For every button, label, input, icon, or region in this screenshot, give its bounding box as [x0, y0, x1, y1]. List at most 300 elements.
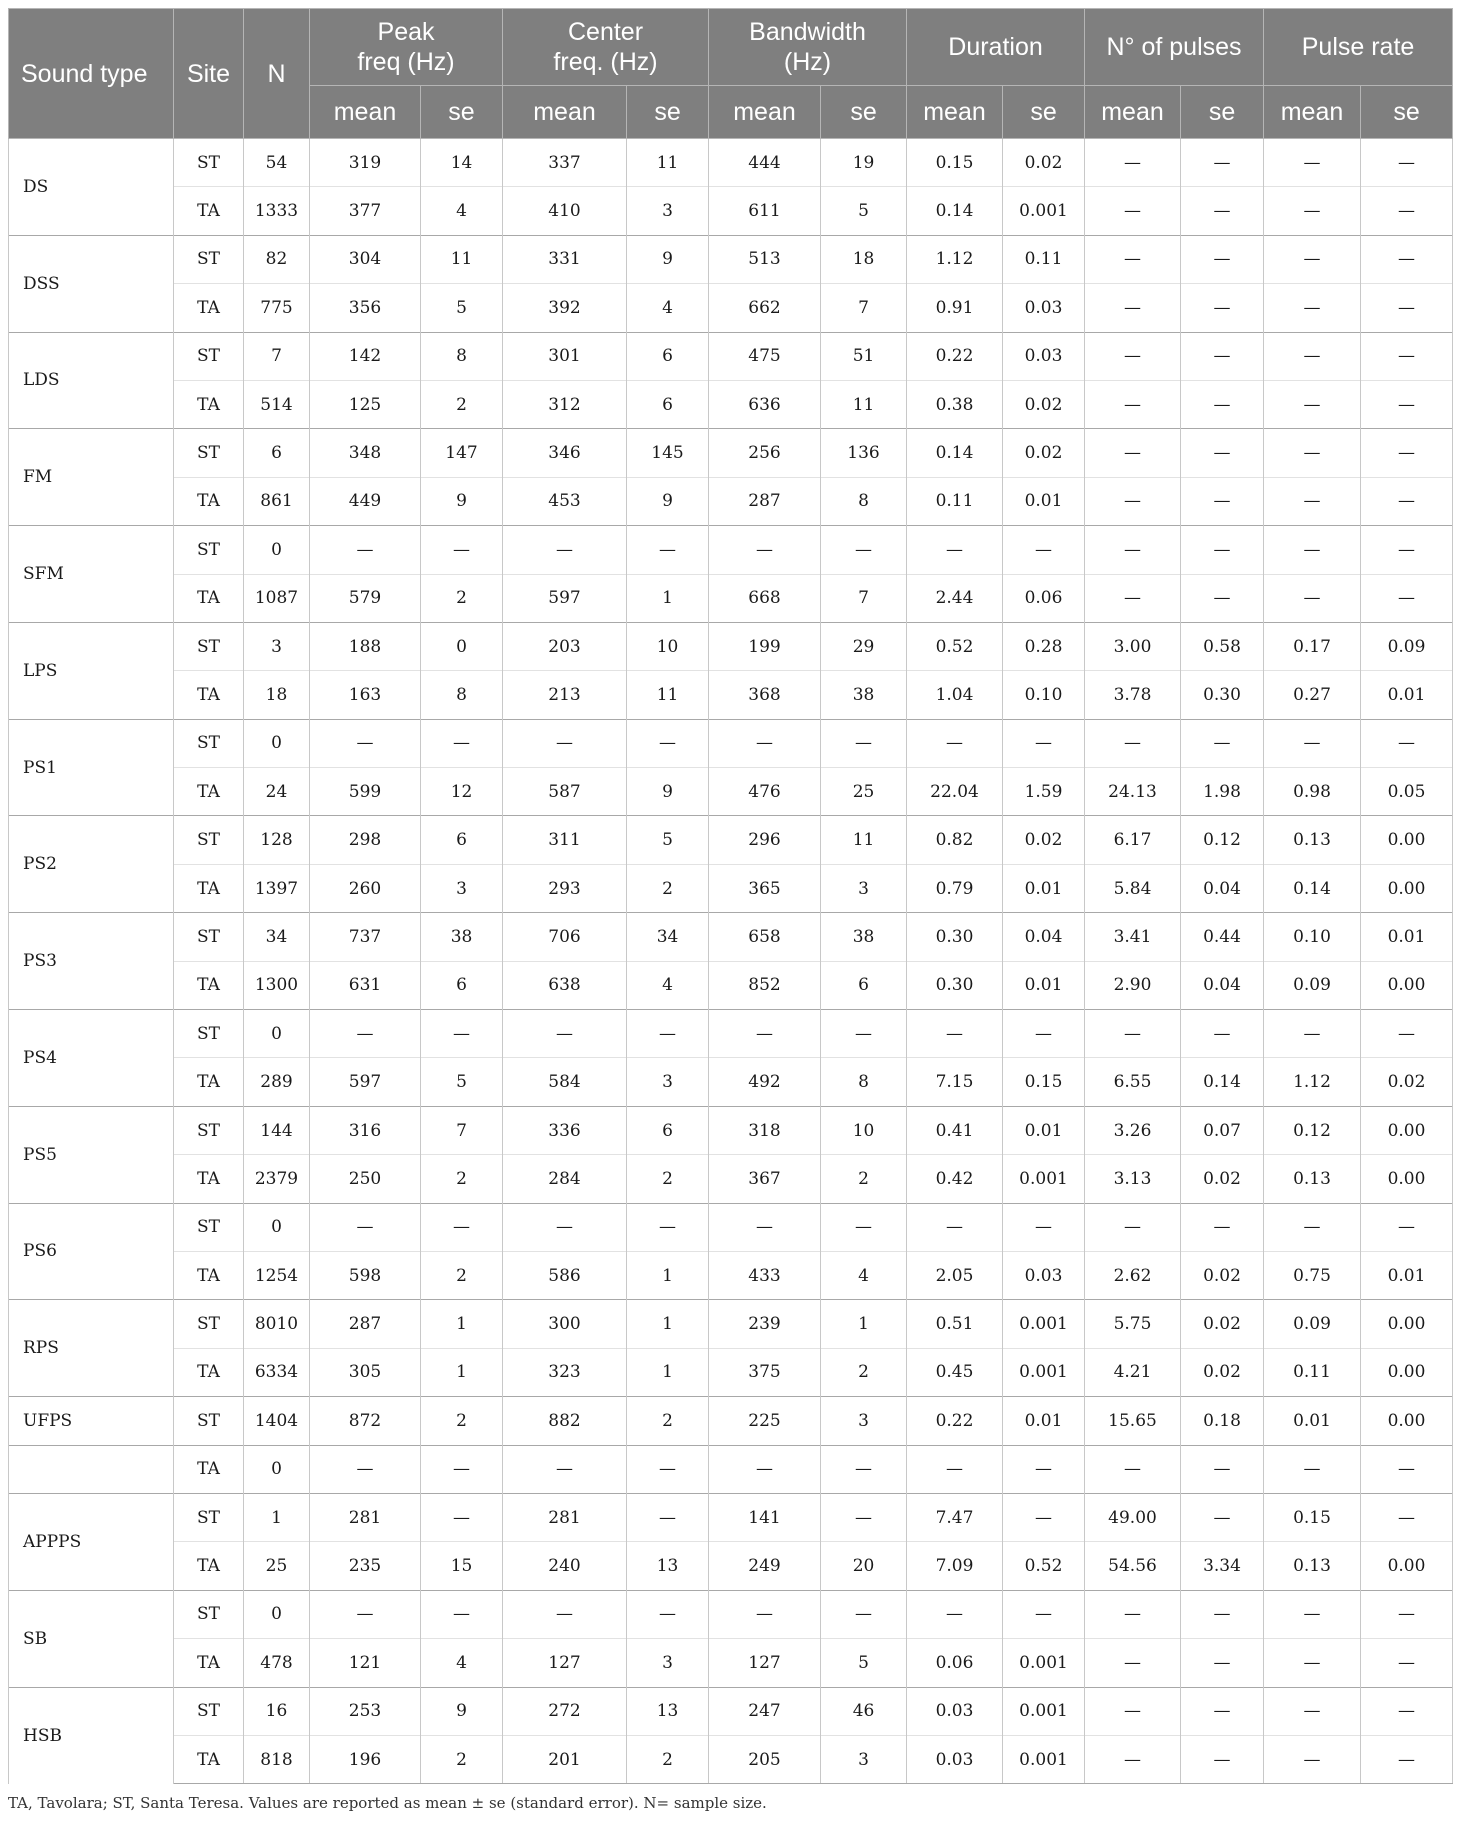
value-cell: 348 [310, 429, 421, 477]
value-cell: 0.13 [1264, 1155, 1361, 1203]
value-cell: — [1361, 1639, 1453, 1687]
value-cell: — [1181, 187, 1264, 235]
value-cell: 7.15 [907, 1058, 1003, 1106]
value-cell: 24.13 [1085, 768, 1181, 816]
value-cell: — [421, 1010, 503, 1058]
value-cell: — [1361, 1735, 1453, 1783]
value-cell: 2 [821, 1348, 907, 1396]
value-cell: 4 [627, 961, 709, 1009]
value-cell: 0.41 [907, 1106, 1003, 1154]
value-cell: — [1181, 1639, 1264, 1687]
site-cell: TA [174, 1542, 244, 1590]
value-cell: 0.02 [1361, 1058, 1453, 1106]
site-cell: TA [174, 1251, 244, 1299]
value-cell: 247 [709, 1687, 821, 1735]
value-cell: 0.00 [1361, 864, 1453, 912]
value-cell: — [310, 719, 421, 767]
value-cell: 2.62 [1085, 1251, 1181, 1299]
value-cell: — [1361, 187, 1453, 235]
value-cell: 597 [503, 574, 627, 622]
value-cell: 0.07 [1181, 1106, 1264, 1154]
site-cell: TA [174, 1348, 244, 1396]
value-cell: 0.01 [1361, 913, 1453, 961]
value-cell: 305 [310, 1348, 421, 1396]
value-cell: 18 [821, 235, 907, 283]
value-cell: 0.02 [1003, 380, 1085, 428]
value-cell: 240 [503, 1542, 627, 1590]
value-cell: — [1361, 1687, 1453, 1735]
value-cell: 0.22 [907, 1397, 1003, 1445]
value-cell: 597 [310, 1058, 421, 1106]
value-cell: 25 [821, 768, 907, 816]
value-cell: — [1181, 139, 1264, 187]
value-cell: 3 [627, 1058, 709, 1106]
value-cell: 476 [709, 768, 821, 816]
header-duration: Duration [907, 9, 1085, 86]
value-cell: — [1264, 1735, 1361, 1783]
n-cell: 1333 [244, 187, 310, 235]
value-cell: — [1181, 574, 1264, 622]
value-cell: — [1003, 1590, 1085, 1638]
value-cell: 2 [421, 380, 503, 428]
sound-measurements-table [8, 8, 1453, 1784]
value-cell: — [1264, 477, 1361, 525]
value-cell: — [1361, 284, 1453, 332]
value-cell: 7.09 [907, 1542, 1003, 1590]
n-cell: 7 [244, 332, 310, 380]
value-cell: 260 [310, 864, 421, 912]
value-cell: 7 [821, 284, 907, 332]
value-cell: 0.51 [907, 1300, 1003, 1348]
sound-type-cell: RPS [9, 1300, 174, 1397]
value-cell: — [1264, 235, 1361, 283]
value-cell: 587 [503, 768, 627, 816]
value-cell: — [421, 1203, 503, 1251]
value-cell: 0.01 [1361, 1251, 1453, 1299]
value-cell: 0.00 [1361, 1155, 1453, 1203]
value-cell: 11 [627, 671, 709, 719]
value-cell: 0.11 [907, 477, 1003, 525]
site-cell: TA [174, 768, 244, 816]
value-cell: — [1264, 526, 1361, 574]
value-cell: — [1003, 719, 1085, 767]
value-cell: 13 [627, 1542, 709, 1590]
value-cell: 0.02 [1003, 816, 1085, 864]
value-cell: 38 [421, 913, 503, 961]
value-cell: 253 [310, 1687, 421, 1735]
sound-type-cell: FM [9, 429, 174, 526]
value-cell: 0.01 [1003, 1397, 1085, 1445]
value-cell: 54.56 [1085, 1542, 1181, 1590]
site-cell: ST [174, 1493, 244, 1541]
value-cell: 0.38 [907, 380, 1003, 428]
value-cell: 0.14 [1181, 1058, 1264, 1106]
n-cell: 25 [244, 1542, 310, 1590]
n-cell: 82 [244, 235, 310, 283]
table-row [9, 1348, 1453, 1396]
value-cell: 51 [821, 332, 907, 380]
value-cell: — [503, 526, 627, 574]
value-cell: 287 [709, 477, 821, 525]
value-cell: — [821, 526, 907, 574]
value-cell: 9 [627, 768, 709, 816]
header-se: se [821, 86, 907, 139]
value-cell: — [503, 1590, 627, 1638]
n-cell: 8010 [244, 1300, 310, 1348]
value-cell: 2 [627, 1155, 709, 1203]
sound-type-cell: DS [9, 139, 174, 236]
value-cell: — [1264, 574, 1361, 622]
site-cell: TA [174, 961, 244, 1009]
value-cell: 0.30 [907, 913, 1003, 961]
value-cell: 0.91 [907, 284, 1003, 332]
value-cell: 7 [821, 574, 907, 622]
n-cell: 2379 [244, 1155, 310, 1203]
value-cell: 8 [821, 1058, 907, 1106]
n-cell: 54 [244, 139, 310, 187]
value-cell: 3 [627, 187, 709, 235]
value-cell: 8 [421, 671, 503, 719]
table-row [9, 574, 1453, 622]
value-cell: 0.00 [1361, 1542, 1453, 1590]
value-cell: 584 [503, 1058, 627, 1106]
value-cell: 127 [503, 1639, 627, 1687]
value-cell: 433 [709, 1251, 821, 1299]
value-cell: 0.04 [1181, 864, 1264, 912]
n-cell: 24 [244, 768, 310, 816]
n-cell: 1300 [244, 961, 310, 1009]
value-cell: 852 [709, 961, 821, 1009]
table-row [9, 1639, 1453, 1687]
value-cell: — [1085, 235, 1181, 283]
value-cell: 0.12 [1181, 816, 1264, 864]
value-cell: — [1361, 235, 1453, 283]
value-cell: 0.52 [1003, 1542, 1085, 1590]
value-cell: 0.14 [1264, 864, 1361, 912]
header-row-top [9, 9, 1453, 86]
site-cell: ST [174, 429, 244, 477]
table-row [9, 1106, 1453, 1154]
value-cell: 449 [310, 477, 421, 525]
value-cell: 127 [709, 1639, 821, 1687]
value-cell: 14 [421, 139, 503, 187]
site-cell: ST [174, 1590, 244, 1638]
value-cell: 5 [421, 284, 503, 332]
value-cell: 611 [709, 187, 821, 235]
header-se: se [421, 86, 503, 139]
value-cell: 1 [627, 1300, 709, 1348]
table-row [9, 961, 1453, 1009]
value-cell: 444 [709, 139, 821, 187]
value-cell: — [1264, 380, 1361, 428]
value-cell: — [1085, 574, 1181, 622]
value-cell: 287 [310, 1300, 421, 1348]
value-cell: 201 [503, 1735, 627, 1783]
value-cell: — [1085, 380, 1181, 428]
site-cell: TA [174, 671, 244, 719]
value-cell: — [1264, 139, 1361, 187]
value-cell: 0.22 [907, 332, 1003, 380]
site-cell: ST [174, 332, 244, 380]
site-cell: ST [174, 1010, 244, 1058]
value-cell: 136 [821, 429, 907, 477]
table-row [9, 429, 1453, 477]
value-cell: 638 [503, 961, 627, 1009]
value-cell: — [1264, 1203, 1361, 1251]
value-cell: 0.15 [907, 139, 1003, 187]
value-cell: 8 [821, 477, 907, 525]
value-cell: — [627, 1010, 709, 1058]
value-cell: — [1264, 1639, 1361, 1687]
table-row [9, 1590, 1453, 1638]
value-cell: 121 [310, 1639, 421, 1687]
n-cell: 128 [244, 816, 310, 864]
n-cell: 0 [244, 526, 310, 574]
value-cell: — [1181, 1010, 1264, 1058]
value-cell: 10 [627, 622, 709, 670]
n-cell: 16 [244, 1687, 310, 1735]
value-cell: 0.01 [1003, 1106, 1085, 1154]
value-cell: 586 [503, 1251, 627, 1299]
site-cell: ST [174, 719, 244, 767]
n-cell: 0 [244, 1590, 310, 1638]
table-row [9, 477, 1453, 525]
value-cell: 0.15 [1003, 1058, 1085, 1106]
n-cell: 144 [244, 1106, 310, 1154]
value-cell: 163 [310, 671, 421, 719]
site-cell: ST [174, 235, 244, 283]
value-cell: 0.02 [1181, 1300, 1264, 1348]
site-cell: TA [174, 1639, 244, 1687]
value-cell: — [821, 1445, 907, 1493]
value-cell: 281 [503, 1493, 627, 1541]
value-cell: — [421, 526, 503, 574]
value-cell: — [821, 1493, 907, 1541]
value-cell: — [1085, 429, 1181, 477]
value-cell: — [1181, 1445, 1264, 1493]
value-cell: 9 [627, 477, 709, 525]
value-cell: — [627, 1445, 709, 1493]
site-cell: ST [174, 1106, 244, 1154]
value-cell: 706 [503, 913, 627, 961]
value-cell: 0.13 [1264, 816, 1361, 864]
value-cell: 0.001 [1003, 1348, 1085, 1396]
site-cell: TA [174, 1058, 244, 1106]
value-cell: 5 [421, 1058, 503, 1106]
n-cell: 514 [244, 380, 310, 428]
value-cell: 599 [310, 768, 421, 816]
value-cell: 34 [627, 913, 709, 961]
value-cell: 19 [821, 139, 907, 187]
value-cell: 0.03 [907, 1687, 1003, 1735]
table-row [9, 913, 1453, 961]
value-cell: 0.06 [907, 1639, 1003, 1687]
table-row [9, 864, 1453, 912]
value-cell: — [1361, 1590, 1453, 1638]
value-cell: 22.04 [907, 768, 1003, 816]
value-cell: — [1085, 526, 1181, 574]
table-row [9, 526, 1453, 574]
value-cell: 0.001 [1003, 1155, 1085, 1203]
value-cell: 1 [627, 1251, 709, 1299]
value-cell: 0.82 [907, 816, 1003, 864]
value-cell: 0.04 [1181, 961, 1264, 1009]
value-cell: — [627, 1590, 709, 1638]
sound-type-cell: APPPS [9, 1493, 174, 1590]
value-cell: — [1003, 1493, 1085, 1541]
value-cell: 0.44 [1181, 913, 1264, 961]
value-cell: — [1181, 380, 1264, 428]
value-cell: — [1181, 1493, 1264, 1541]
value-cell: 0.01 [1264, 1397, 1361, 1445]
value-cell: 0.30 [1181, 671, 1264, 719]
value-cell: 3.13 [1085, 1155, 1181, 1203]
value-cell: — [1085, 477, 1181, 525]
value-cell: 336 [503, 1106, 627, 1154]
sound-type-cell: PS3 [9, 913, 174, 1010]
header-mean: mean [1085, 86, 1181, 139]
value-cell: — [627, 719, 709, 767]
value-cell: 1 [421, 1300, 503, 1348]
table-row [9, 187, 1453, 235]
value-cell: 9 [421, 477, 503, 525]
value-cell: 38 [821, 913, 907, 961]
value-cell: 0.18 [1181, 1397, 1264, 1445]
value-cell: 5 [821, 1639, 907, 1687]
value-cell: 0.30 [907, 961, 1003, 1009]
value-cell: 872 [310, 1397, 421, 1445]
value-cell: — [1264, 1590, 1361, 1638]
value-cell: — [1181, 284, 1264, 332]
n-cell: 34 [244, 913, 310, 961]
value-cell: 0.98 [1264, 768, 1361, 816]
value-cell: — [310, 526, 421, 574]
value-cell: — [1085, 719, 1181, 767]
value-cell: 318 [709, 1106, 821, 1154]
value-cell: 410 [503, 187, 627, 235]
value-cell: 2.44 [907, 574, 1003, 622]
value-cell: — [310, 1203, 421, 1251]
value-cell: 658 [709, 913, 821, 961]
value-cell: — [1361, 1203, 1453, 1251]
value-cell: 147 [421, 429, 503, 477]
value-cell: — [1181, 477, 1264, 525]
value-cell: 316 [310, 1106, 421, 1154]
value-cell: — [1085, 1735, 1181, 1783]
table-row [9, 1010, 1453, 1058]
value-cell: — [1085, 332, 1181, 380]
n-cell: 6334 [244, 1348, 310, 1396]
value-cell: 0 [421, 622, 503, 670]
value-cell: 0.14 [907, 429, 1003, 477]
n-cell: 0 [244, 1203, 310, 1251]
sound-type-cell: PS2 [9, 816, 174, 913]
value-cell: — [1264, 719, 1361, 767]
value-cell: 1.04 [907, 671, 1003, 719]
value-cell: 598 [310, 1251, 421, 1299]
value-cell: — [1264, 284, 1361, 332]
site-cell: TA [174, 284, 244, 332]
value-cell: — [1085, 1445, 1181, 1493]
value-cell: 6 [627, 1106, 709, 1154]
site-cell: TA [174, 1445, 244, 1493]
value-cell: 0.06 [1003, 574, 1085, 622]
table-row [9, 1155, 1453, 1203]
value-cell: — [1361, 429, 1453, 477]
value-cell: 0.58 [1181, 622, 1264, 670]
value-cell: 0.17 [1264, 622, 1361, 670]
value-cell: 8 [421, 332, 503, 380]
value-cell: — [1181, 1687, 1264, 1735]
value-cell: 1 [627, 1348, 709, 1396]
table-row [9, 380, 1453, 428]
sound-type-cell: PS6 [9, 1203, 174, 1300]
value-cell: — [1085, 1687, 1181, 1735]
sound-type-cell: SFM [9, 526, 174, 623]
n-cell: 6 [244, 429, 310, 477]
value-cell: 5 [627, 816, 709, 864]
value-cell: 15.65 [1085, 1397, 1181, 1445]
site-cell: ST [174, 1300, 244, 1348]
value-cell: 0.01 [1003, 477, 1085, 525]
value-cell: 579 [310, 574, 421, 622]
value-cell: 377 [310, 187, 421, 235]
value-cell: — [907, 1590, 1003, 1638]
site-cell: ST [174, 913, 244, 961]
value-cell: 0.00 [1361, 1106, 1453, 1154]
value-cell: 319 [310, 139, 421, 187]
sound-type-cell: DSS [9, 235, 174, 332]
value-cell: 235 [310, 1542, 421, 1590]
header-mean: mean [1264, 86, 1361, 139]
value-cell: — [310, 1010, 421, 1058]
value-cell: 2 [421, 1397, 503, 1445]
value-cell: — [421, 719, 503, 767]
value-cell: 0.13 [1264, 1542, 1361, 1590]
value-cell: 0.12 [1264, 1106, 1361, 1154]
value-cell: 4 [627, 284, 709, 332]
value-cell: 5 [821, 187, 907, 235]
value-cell: — [1181, 719, 1264, 767]
value-cell: 284 [503, 1155, 627, 1203]
value-cell: 0.02 [1003, 429, 1085, 477]
value-cell: 3 [821, 1735, 907, 1783]
value-cell: 0.02 [1181, 1348, 1264, 1396]
value-cell: 2 [821, 1155, 907, 1203]
value-cell: — [1003, 1445, 1085, 1493]
value-cell: — [503, 1203, 627, 1251]
value-cell: 0.28 [1003, 622, 1085, 670]
value-cell: — [1003, 526, 1085, 574]
n-cell: 775 [244, 284, 310, 332]
value-cell: 7 [421, 1106, 503, 1154]
value-cell: — [1361, 477, 1453, 525]
sound-type-cell: PS4 [9, 1010, 174, 1107]
value-cell: 513 [709, 235, 821, 283]
value-cell: 141 [709, 1493, 821, 1541]
site-cell: TA [174, 1735, 244, 1783]
value-cell: 0.02 [1181, 1155, 1264, 1203]
value-cell: — [821, 1203, 907, 1251]
value-cell: 3.78 [1085, 671, 1181, 719]
value-cell: 213 [503, 671, 627, 719]
header-se: se [1003, 86, 1085, 139]
value-cell: 453 [503, 477, 627, 525]
value-cell: 6 [627, 380, 709, 428]
value-cell: — [421, 1493, 503, 1541]
value-cell: — [1085, 139, 1181, 187]
table-row [9, 1445, 1453, 1493]
